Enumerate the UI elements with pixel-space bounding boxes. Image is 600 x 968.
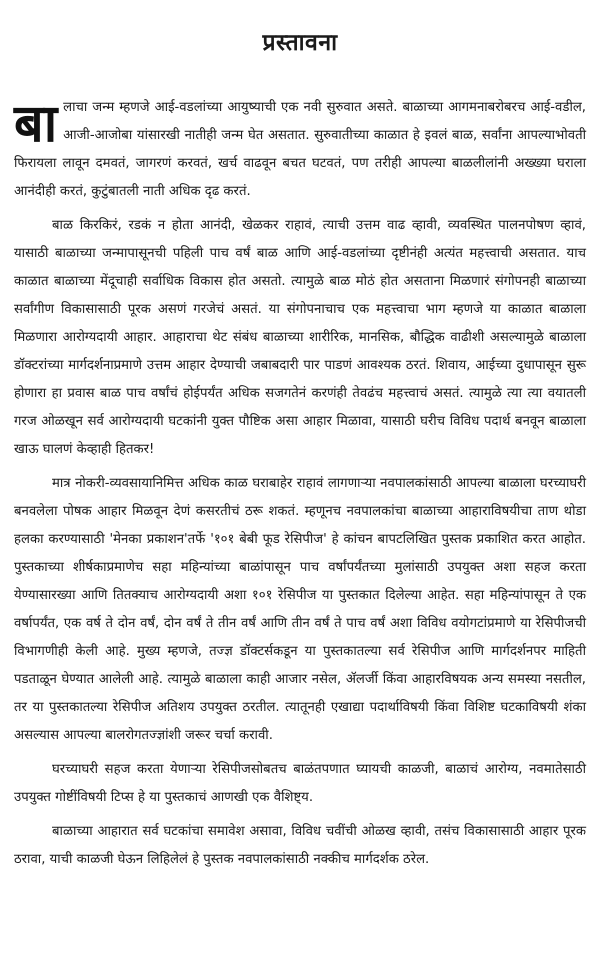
drop-cap: बा: [14, 94, 58, 154]
paragraph-1: [14, 94, 586, 206]
page-title: प्रस्तावना: [262, 30, 338, 56]
paragraph-2: बाळ किरकिरं, रडकं न होता आनंदी, खेळकर राहावं, त्याची उत्तम वाढ व्हावी, व्यवस्थित पालनपोषण व्हावं, यासाठी बाळाच्या जन्मापासूनची पहिली पाच वर्षं बाळ आणि आई-वडलांच्या दृष्टीनंही अत्यंत महत्त्वाची असतात. याच काळात बाळाच्या मेंदूचाही सर्वाधिक विकास होत असतो. त्यामुळे बाळ मोठं होत असताना मिळणारं संगोपनही बाळाच्या सर्वांगीण विकासासाठी पूरक असणं गरजेचं असतं. या संगोपनाचाच एक महत्त्वाचा भाग म्हणजे या काळात बाळाला मिळणारा आरोग्यदायी आहार. आहाराचा थेट संबंध बाळाच्या शारीरिक, मानसिक, बौद्धिक वाढीशी असल्यामुळे बाळाला डॉक्टरांच्या मार्गदर्शनाप्रमाणे उत्तम आहार देण्याची जबाबदारी पार पाडणं आवश्यक ठरतं. शिवाय, आईच्या दुधापासून सुरू होणारा हा प्रवास बाळ पाच वर्षांचं होईपर्यंत अधिक सजगतेनं करणंही तेवढंच महत्त्वाचं असतं. त्यामुळे त्या त्या वयातली गरज ओळखून सर्व आरोग्यदायी घटकांनी युक्त पौष्टिक असा आहार मिळावा, यासाठी घरीच विविध पदार्थ बनवून बाळाला खाऊ घालणं केव्हाही हितकर!: [14, 218, 586, 457]
paragraph-4: घरच्याघरी सहज करता येणाऱ्या रेसिपीजसोबतच बाळंतपणात घ्यायची काळजी, बाळाचं आरोग्य, नवमातेसाठी उपयुक्त गोष्टींविषयी टिप्स हे या पुस्तकाचं आणखी एक वैशिष्ट्य.: [14, 762, 586, 805]
paragraph-3: मात्र नोकरी-व्यवसायानिमित्त अधिक काळ घराबाहेर राहावं लागणाऱ्या नवपालकांसाठी आपल्या बाळाला घरच्याघरी बनवलेला पोषक आहार मिळवून देणं कसरतीचं ठरू शकतं. म्हणूनच नवपालकांचा बाळाच्या आहाराविषयीचा ताण थोडा हलका करण्यासाठी 'मेनका प्रकाशन'तर्फे '१०१ बेबी फूड रेसिपीज' हे कांचन बापटलिखित पुस्तक प्रकाशित करत आहोत. पुस्तकाच्या शीर्षकाप्रमाणेच सहा महिन्यांच्या बाळांपासून पाच वर्षांपर्यंतच्या मुलांसाठी उपयुक्त अशा सहज करता येण्यासारख्या आणि तितक्याच आरोग्यदायी अशा १०१ रेसिपीज या पुस्तकात दिलेल्या आहेत. सहा महिन्यांपासून ते एक वर्षापर्यंत, एक वर्ष ते दोन वर्षं, दोन वर्षं ते तीन वर्षं आणि तीन वर्षं ते पाच वर्षं अशा विविध वयोगटांप्रमाणे या रेसिपीजची विभागणीही केली आहे. मुख्य म्हणजे, तज्ज्ञ डॉक्टर्सकडून या पुस्तकातल्या सर्व रेसिपीज आणि मार्गदर्शनपर माहिती पडताळून घेण्यात आलेली आहे. त्यामुळे बाळाला काही आजार नसेल, ॲलर्जी किंवा आहारविषयक अन्य समस्या नसतील, तर या पुस्तकातल्या रेसिपीज अतिशय उपयुक्त ठरतील. त्यातूनही एखाद्या पदार्थाविषयी किंवा विशिष्ट घटकाविषयी शंका असल्यास आपल्या बालरोगतज्ज्ञांशी जरूर चर्चा करावी.: [14, 476, 586, 743]
paragraph-5: बाळाच्या आहारात सर्व घटकांचा समावेश असावा, विविध चवींची ओळख व्हावी, तसंच विकासासाठी आहार पूरक ठरावा, याची काळजी घेऊन लिहिलेलं हे पुस्तक नवपालकांसाठी नक्कीच मार्गदर्शक ठरेल.: [14, 824, 586, 867]
paragraph-1-text: लाचा जन्म म्हणजे आई-वडलांच्या आयुष्याची एक नवी सुरुवात असते. बाळाच्या आगमनाबरोबरच आई-वडील, आजी-आजोबा यांसारखी नातीही जन्म घेत असतात. सुरुवातीच्या काळात हे इवलं बाळ, सर्वांना आपल्याभोवती फिरायला लावून दमवतं, जागरणं करवतं, खर्च वाढवून बचत घटवतं, पण तरीही आपल्या बाळलीलांनी अख्ख्या घराला आनंदीही करतं, कुटुंबातली नाती अधिक दृढ करतं.: [14, 100, 586, 199]
